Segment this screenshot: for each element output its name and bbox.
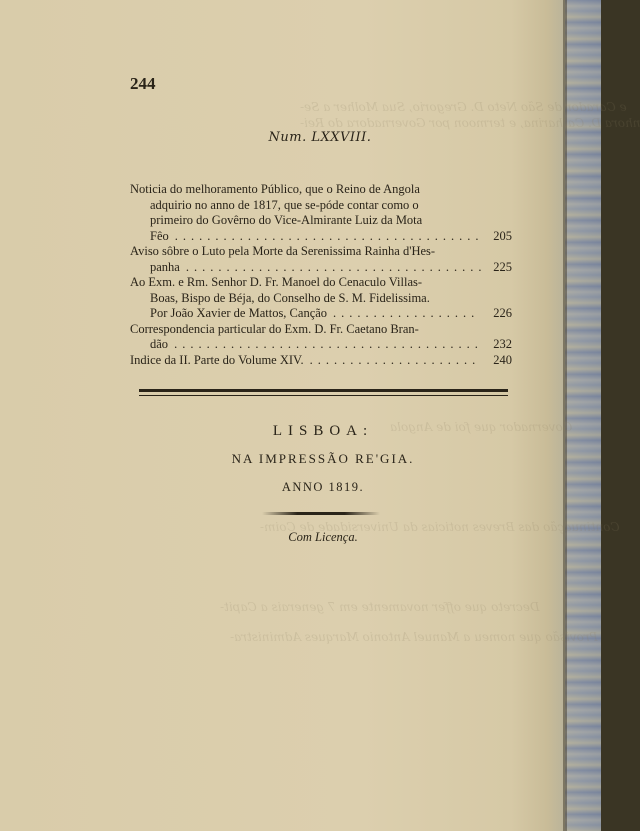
toc-page-number: 240 xyxy=(493,352,512,367)
toc-entry-line: Correspondencia particular do Exm. D. Fr. Caetano Bran- xyxy=(130,321,419,336)
toc-entry-line: Fêo xyxy=(150,228,169,243)
bleed-through-text: Provisão que nomeu a Manuel Antonio Marques Administra- xyxy=(230,630,598,644)
toc-page-number: 232 xyxy=(493,337,512,351)
license-note: Com Licença. xyxy=(288,530,358,544)
bleed-through-text: Governador que foi de Angola xyxy=(390,420,573,434)
bleed-through-text: Continuação das Breves noticias da Universidade de Coim- xyxy=(260,520,620,534)
dot-leader: ..................................... xyxy=(185,259,487,274)
divider-rule-thin xyxy=(139,395,508,396)
toc-entry-line: Noticia do melhoramento Público, que o Reino de Angola xyxy=(130,182,420,196)
toc-page-number: 205 xyxy=(493,228,512,243)
imprint-city: LISBOA: xyxy=(272,423,374,439)
toc-entry-line: Indice da II. Parte do Volume XIV. xyxy=(130,352,304,367)
toc-entry-line: Aviso sôbre o Luto pela Morte da Serenissima Rainha d'Hes- xyxy=(130,244,436,258)
toc-entry xyxy=(130,353,512,369)
bleed-through-text: Decreto que offer novamente em 7 generais a Capit- xyxy=(220,600,540,614)
table-of-contents xyxy=(130,182,512,368)
toc-entry xyxy=(130,275,512,322)
divider-rule xyxy=(139,389,508,392)
toc-entry xyxy=(130,244,512,275)
toc-entry xyxy=(130,322,512,353)
toc-entry-line: Boas, Bispo de Béja, do Conselho de S. M. Fidelissima. xyxy=(150,290,430,305)
imprint-year: ANNO 1819. xyxy=(281,480,365,494)
toc-entry xyxy=(130,182,512,244)
toc-page-number: 226 xyxy=(493,306,512,320)
section-heading: Num. LXXVIII. xyxy=(268,130,372,145)
toc-page-number: 225 xyxy=(493,259,512,274)
imprint-press: NA IMPRESSÃO RE'GIA. xyxy=(231,451,415,466)
bleed-through-text: e Carador de São Neto D. Gregorio, Sua Molher a Se- xyxy=(300,100,627,114)
bleed-through-text: nhora D. Catharina, e termoon por Governadora do Rei- xyxy=(300,116,640,130)
dot-leader: ...................................... xyxy=(174,337,483,351)
toc-entry-line: Por João Xavier de Mattos, Canção xyxy=(150,306,328,320)
toc-entry-line: panha xyxy=(150,259,180,274)
toc-entry-line: dão xyxy=(150,337,169,351)
dot-leader: ...................................... xyxy=(174,228,484,243)
dot-leader: ..................... xyxy=(309,352,481,367)
toc-entry-line: primeiro do Govêrno do Vice-Almirante Luiz da Mota xyxy=(150,213,423,227)
dot-leader: .................. xyxy=(333,306,480,320)
toc-entry-line: Ao Exm. e Rm. Senhor D. Fr. Manoel do Cenaculo Villas- xyxy=(130,275,423,289)
toc-entry-line: adquirio no anno de 1817, que se-póde contar como o xyxy=(150,197,419,212)
page-number: 244 xyxy=(130,74,156,93)
ornamental-rule xyxy=(262,512,380,515)
